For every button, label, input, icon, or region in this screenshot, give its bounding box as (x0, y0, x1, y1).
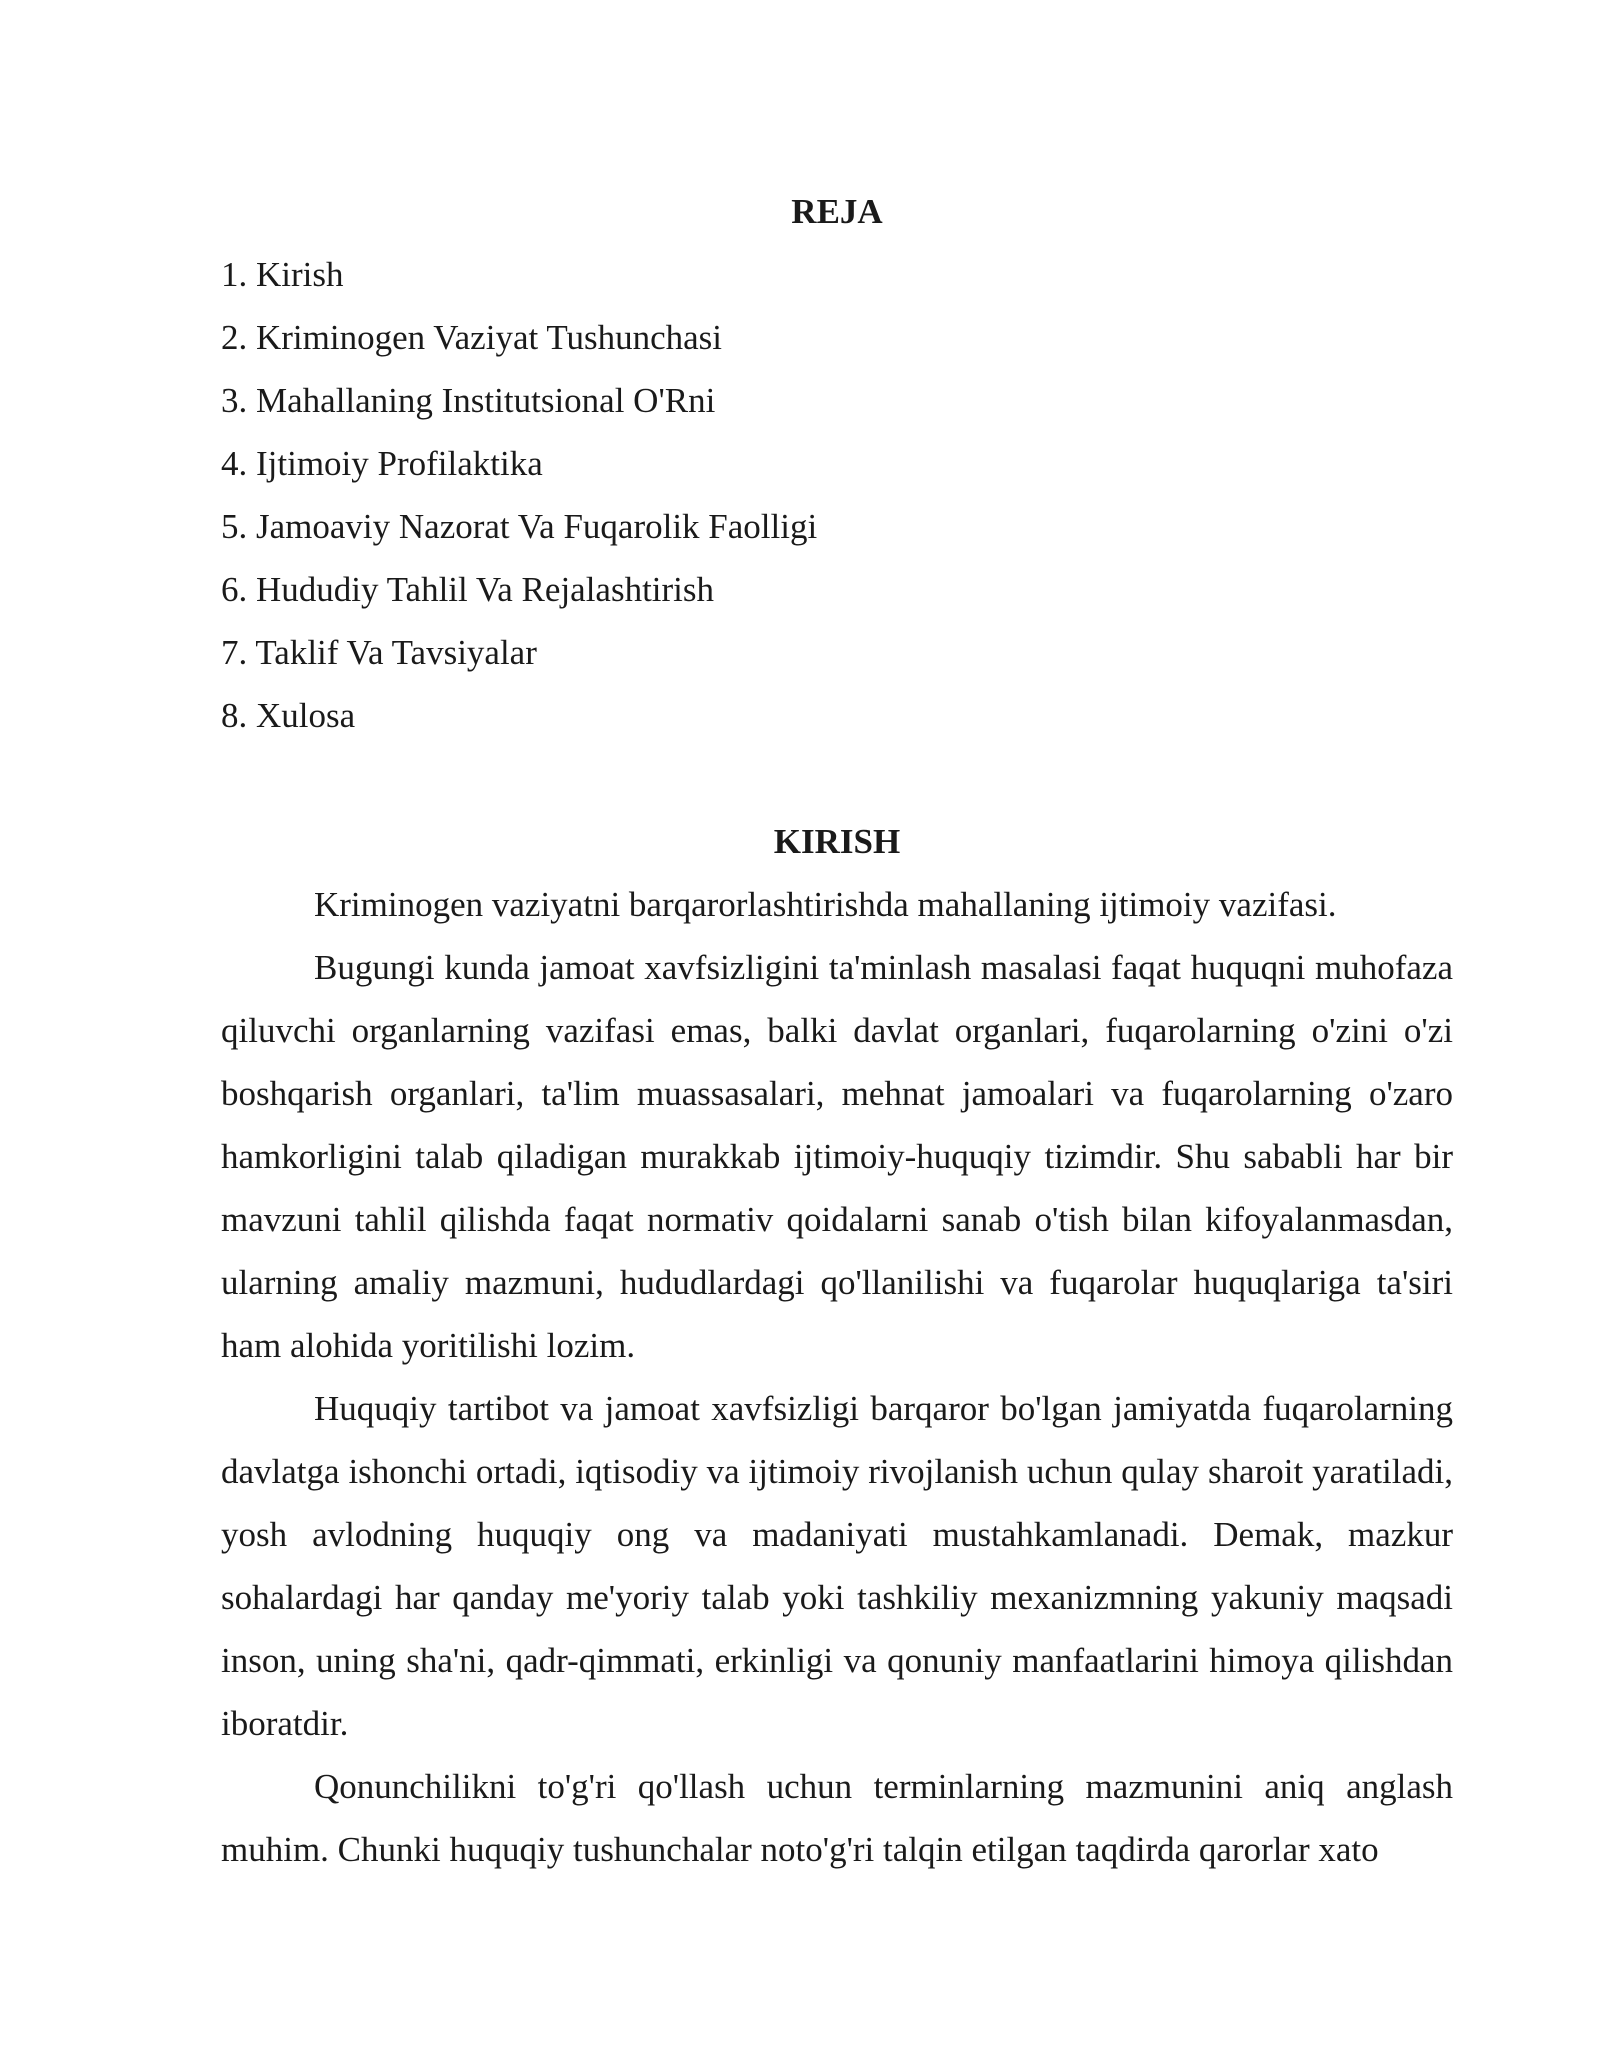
intro-paragraph: Bugungi kunda jamoat xavfsizligini ta'minlash masalasi faqat huquqni muhofaza qiluvchi organlarning vazifasi emas, balki davlat organlari, fuqarolarning o'zini o'zi boshqarish organlari, ta'lim muassasalari, mehnat jamoalari va fuqarolarning o'zaro hamkorligini talab qiladigan murakkab ijtimoiy-huquqiy tizimdir. Shu sababli har bir mavzuni tahlil qilishda faqat normativ qoidalarni sanab o'tish bilan kifoyalanmasdan, ularning amaliy mazmuni, hududlardagi qo'llanilishi va fuqarolar huquqlariga ta'siri ham alohida yoritilishi lozim. (221, 948, 1453, 1365)
plan-item: 6. Hududiy Tahlil Va Rejalashtirish (221, 570, 715, 609)
document-body (221, 180, 1453, 1881)
plan-item: 7. Taklif Va Tavsiyalar (221, 633, 537, 672)
intro-paragraph: Huquqiy tartibot va jamoat xavfsizligi barqaror bo'lgan jamiyatda fuqarolarning davlatga ishonchi ortadi, iqtisodiy va ijtimoiy rivojlanish uchun qulay sharoit yaratiladi, yosh avlodning huquqiy ong va madaniyati mustahkamlanadi. Demak, mazkur sohalardagi har qanday me'yoriy talab yoki tashkiliy mexanizmning yakuniy maqsadi inson, uning sha'ni, qadr-qimmati, erkinligi va qonuniy manfaatlarini himoya qilishdan iboratdir. (221, 1389, 1453, 1743)
plan-item: 4. Ijtimoiy Profilaktika (221, 444, 543, 483)
plan-item: 2. Kriminogen Vaziyat Tushunchasi (221, 318, 723, 357)
plan-heading: REJA (791, 192, 883, 231)
intro-heading: KIRISH (773, 822, 901, 861)
plan-item: 1. Kirish (221, 255, 344, 294)
intro-subtitle: Kriminogen vaziyatni barqarorlashtirishda mahallaning ijtimoiy vazifasi. (314, 885, 1337, 924)
plan-item: 8. Xulosa (221, 696, 356, 735)
intro-paragraph: Qonunchilikni to'g'ri qo'llash uchun terminlarning mazmunini aniq anglash muhim. Chunki huquqiy tushunchalar noto'g'ri talqin etilgan taqdirda qarorlar xato (221, 1767, 1453, 1869)
plan-list (221, 243, 1453, 747)
plan-item: 3. Mahallaning Institutsional O'Rni (221, 381, 716, 420)
plan-item: 5. Jamoaviy Nazorat Va Fuqarolik Faolligi (221, 507, 818, 546)
